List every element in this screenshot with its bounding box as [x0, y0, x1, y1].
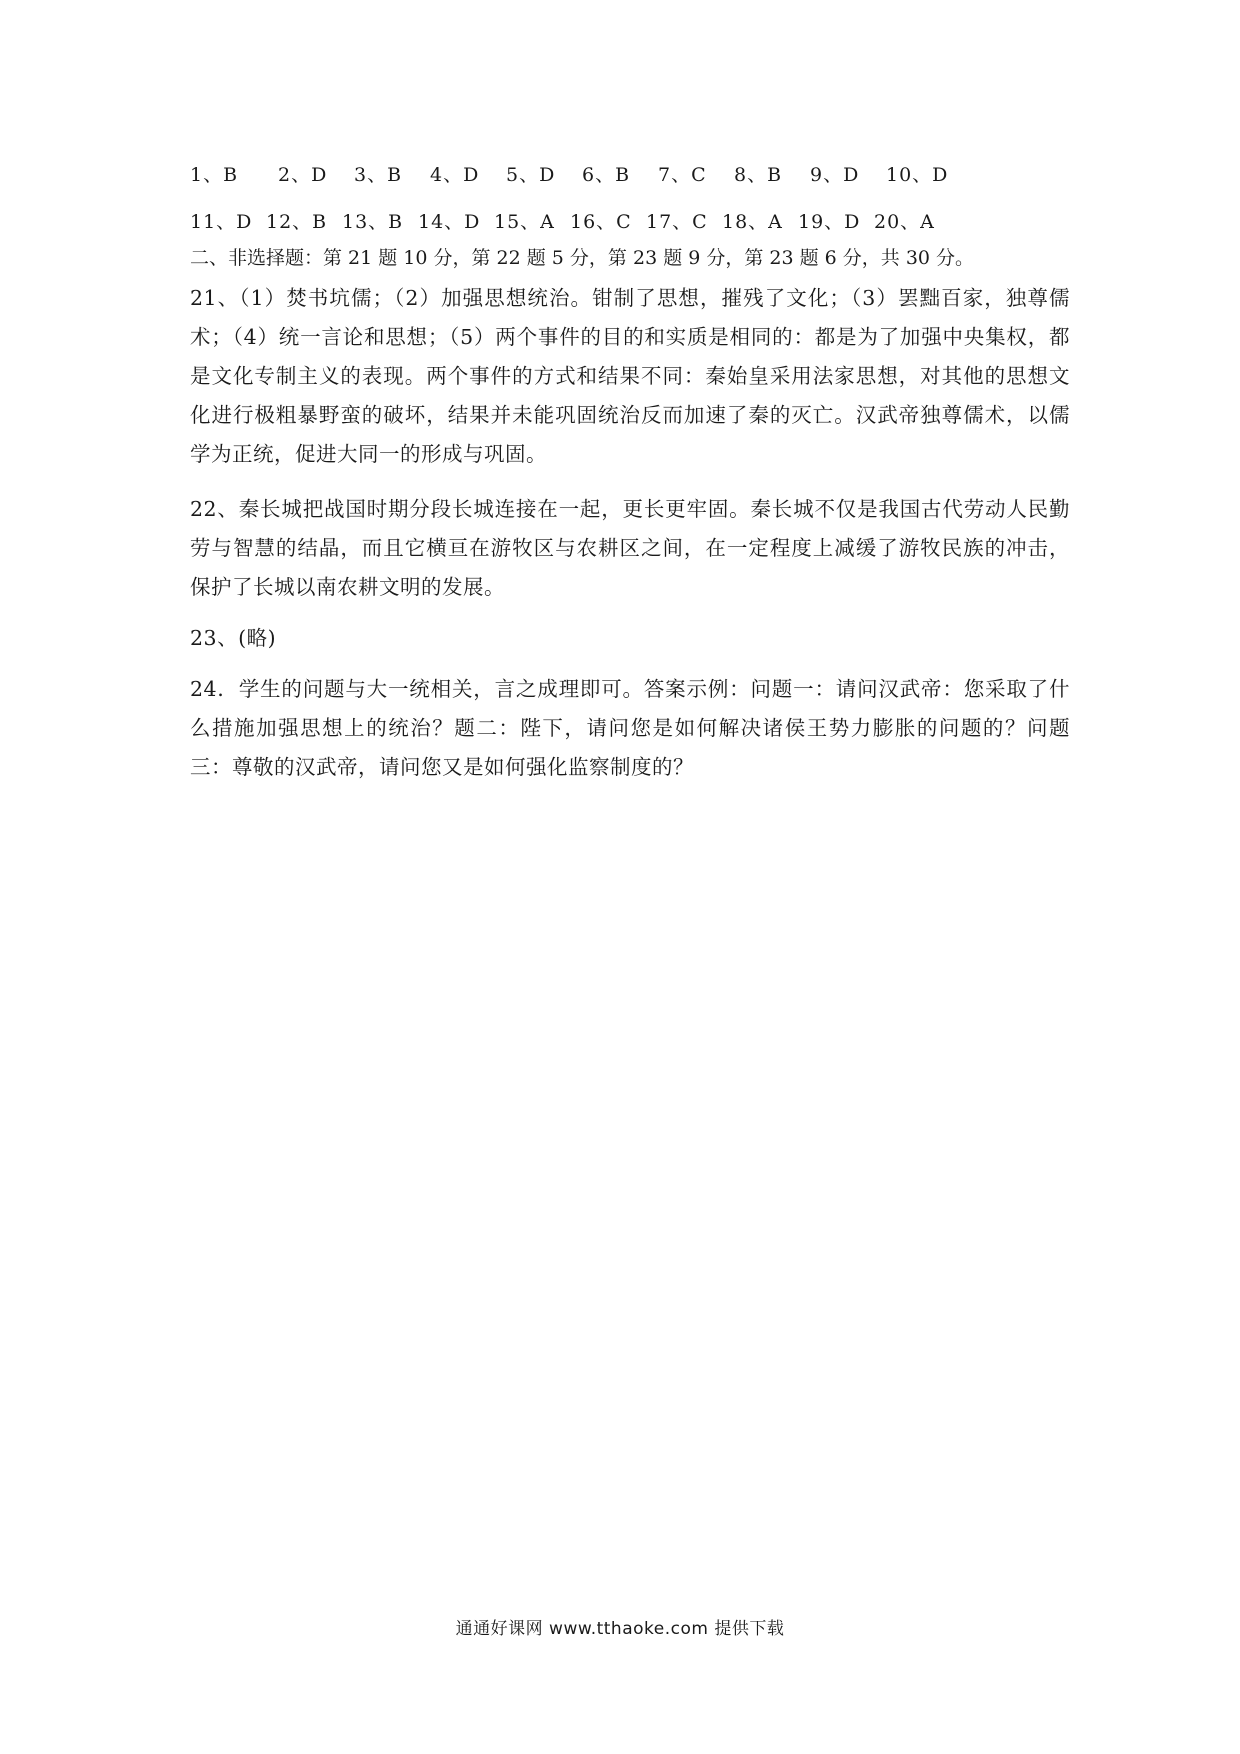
answer-item: 2、D	[278, 164, 328, 186]
answer-item: 4、D	[430, 164, 480, 186]
multiple-choice-answers-row-1	[190, 160, 1070, 190]
answer-22: 22、秦长城把战国时期分段长城连接在一起，更长更牢固。秦长城不仅是我国古代劳动人民勤劳与智慧的结晶，而且它横亘在游牧区与农耕区之间，在一定程度上减缓了游牧民族的冲击，保护了长城以南农耕文明的发展。	[190, 497, 1070, 599]
answer-item: 5、D	[506, 164, 556, 186]
answer-item: 7、C	[658, 164, 707, 186]
answer-item: 10、D	[886, 164, 949, 186]
download-footer: 通通好课网 www.tthaoke.com 提供下载	[455, 1619, 785, 1639]
answer-item: 1、B	[190, 164, 239, 186]
answer-21: 21、（1）焚书坑儒；（2）加强思想统治。钳制了思想，摧残了文化；（3）罢黜百家，独尊儒术；（4）统一言论和思想；（5）两个事件的目的和实质是相同的：都是为了加强中央集权，都是文化专制主义的表现。两个事件的方式和结果不同：秦始皇采用法家思想，对其他的思想文化进行极粗暴野蛮的破坏，结果并未能巩固统治反而加速了秦的灭亡。汉武帝独尊儒术，以儒学为正统，促进大同一的形成与巩固。	[190, 286, 1070, 466]
answer-content	[190, 160, 1070, 787]
answer-item: 8、B	[734, 164, 783, 186]
answer-item: 13、B	[342, 211, 404, 233]
answer-item: 16、C	[570, 211, 632, 233]
answer-item: 19、D	[798, 211, 861, 233]
section-heading: 二、非选择题：第 21 题 10 分，第 22 题 5 分，第 23 题 9 分，第 23 题 6 分，共 30 分。	[190, 247, 975, 269]
answer-item: 3、B	[354, 164, 403, 186]
answer-item: 18、A	[722, 211, 783, 233]
answer-item: 20、A	[874, 211, 935, 233]
multiple-choice-answers-row-2	[190, 207, 1070, 237]
answer-item: 12、B	[266, 211, 328, 233]
answer-item: 14、D	[418, 211, 481, 233]
answer-item: 9、D	[810, 164, 860, 186]
answer-24: 24．学生的问题与大一统相关，言之成理即可。答案示例：问题一：请问汉武帝：您采取了什么措施加强思想上的统治？题二：陛下，请问您是如何解决诸侯王势力膨胀的问题的？问题三：尊敬的汉武帝，请问您又是如何强化监察制度的？	[190, 677, 1070, 779]
answer-item: 6、B	[582, 164, 631, 186]
answer-item: 11、D	[190, 211, 253, 233]
answer-item: 15、A	[494, 211, 555, 233]
answer-item: 17、C	[646, 211, 708, 233]
answer-23: 23、(略)	[190, 626, 277, 650]
